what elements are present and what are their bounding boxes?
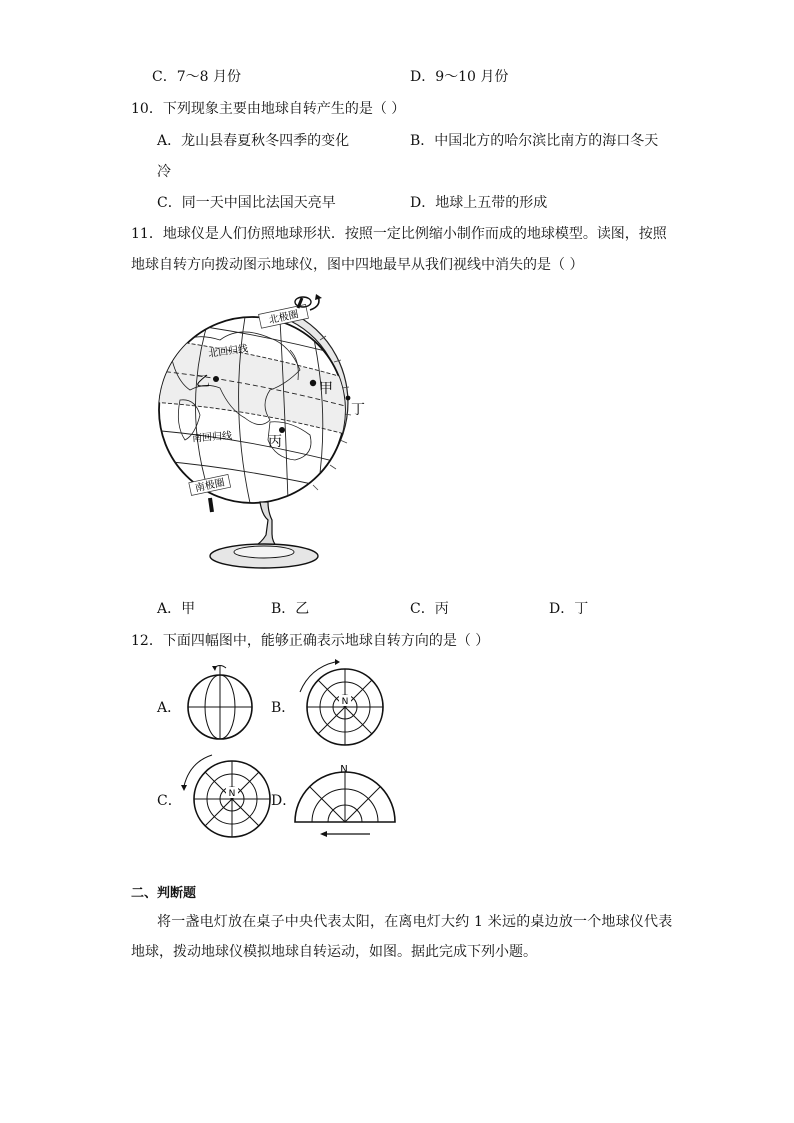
q10-option-a: A．龙山县春夏秋冬四季的变化 <box>157 133 350 149</box>
q9-option-d: D．9～10 月份 <box>410 69 509 85</box>
stand-neck <box>250 502 278 548</box>
section2-paragraph-line1: 将一盏电灯放在桌子中央代表太阳，在离电灯大约 1 米远的桌边放一个地球仪代表 <box>157 914 673 930</box>
q11-option-c: C．丙 <box>410 601 449 617</box>
q12-label-b: B． <box>271 700 296 716</box>
label-tropic-of-capricorn: 南回归线 <box>191 430 233 445</box>
q10-option-b: B．中国北方的哈尔滨比南方的海口冬天 <box>410 133 659 149</box>
point-jia <box>310 380 316 386</box>
q10-option-d: D．地球上五带的形成 <box>410 195 548 211</box>
label-yi: 乙 <box>196 374 210 390</box>
q11-option-d: D．丁 <box>549 601 589 617</box>
north-label: N <box>341 697 349 707</box>
label-arctic-circle: 北极圈 <box>268 309 300 327</box>
q12-figure-a <box>178 660 268 750</box>
q9-option-c: C．7～8 月份 <box>152 69 241 85</box>
q12-label-d: D． <box>271 793 297 809</box>
q11-option-a: A．甲 <box>157 601 196 617</box>
q11-stem-line1: 11．地球仪是人们仿照地球形状．按照一定比例缩小制作而成的地球模型。读图，按照 <box>131 226 667 242</box>
point-yi <box>213 376 219 382</box>
q10-option-c: C．同一天中国比法国天亮早 <box>157 195 336 211</box>
north-label: N <box>340 764 348 775</box>
point-ding <box>346 396 351 401</box>
q12-figure-b <box>290 660 390 750</box>
q11-stem-line2: 地球自转方向拨动图示地球仪，图中四地最早从我们视线中消失的是（ ） <box>131 257 584 273</box>
section2-paragraph-line2: 地球，拨动地球仪模拟地球自转运动，如图。据此完成下列小题。 <box>131 944 537 960</box>
label-bing: 丙 <box>268 434 282 450</box>
q12-figure-c <box>172 752 282 842</box>
point-bing <box>279 427 285 433</box>
globe-figure <box>150 290 390 580</box>
label-jia: 甲 <box>319 381 333 397</box>
q11-option-b: B．乙 <box>271 601 310 617</box>
section-title: 二、判断题 <box>131 886 197 901</box>
q12-figure-d <box>292 758 402 840</box>
q10-option-b-wrap: 冷 <box>157 164 171 180</box>
q10-stem: 10．下列现象主要由地球自转产生的是（ ） <box>131 101 406 117</box>
q12-label-a: A． <box>157 700 182 716</box>
north-label: N <box>228 789 236 799</box>
label-antarctic-circle: 南极圈 <box>194 477 226 495</box>
label-ding: 丁 <box>351 402 365 418</box>
q12-stem: 12．下面四幅图中，能够正确表示地球自转方向的是（ ） <box>131 633 490 649</box>
label-tropic-of-cancer: 北回归线 <box>207 343 249 360</box>
q12-label-c: C． <box>157 793 182 809</box>
